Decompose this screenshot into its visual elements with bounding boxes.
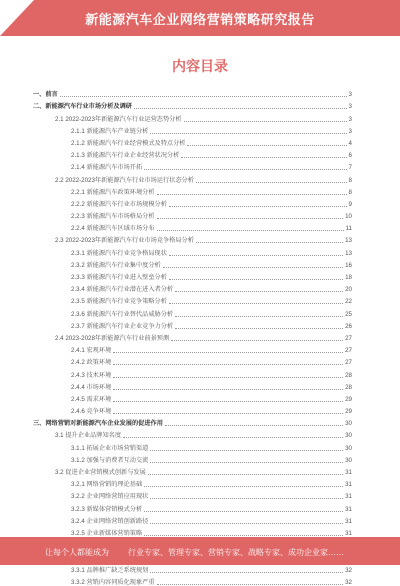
toc-entry-page: 32: [345, 566, 352, 574]
toc-entry[interactable]: [33, 232, 352, 244]
toc-entry-page: 30: [345, 432, 352, 440]
toc-leader-dots: [144, 535, 343, 536]
table-of-contents: [33, 86, 352, 586]
toc-entry-page: 8: [348, 176, 352, 184]
toc-leader-dots: [113, 352, 343, 353]
toc-entry-label: 2.3.4 新能源汽车行业潜在进入者分析: [71, 286, 174, 294]
toc-leader-dots: [175, 291, 343, 292]
toc-leader-dots: [175, 328, 343, 329]
toc-entry[interactable]: [33, 427, 352, 439]
toc-entry-page: 18: [345, 274, 352, 281]
toc-entry-page: 30: [345, 456, 352, 464]
toc-leader-dots: [175, 316, 343, 317]
toc-entry-label: 2.3.5 新能源汽车行业竞争策略分析: [71, 298, 167, 306]
toc-entry[interactable]: [33, 354, 352, 366]
toc-leader-dots: [123, 437, 343, 438]
toc-entry-label: 2.2.4 新能源汽车区域市场分布: [71, 225, 155, 233]
toc-entry-page: 31: [345, 529, 352, 537]
toc-leader-dots: [150, 133, 346, 134]
toc-leader-dots: [113, 413, 343, 414]
toc-leader-dots: [144, 511, 343, 512]
toc-entry-label: 2.3.2 新能源汽车行业集中度分析: [71, 261, 161, 269]
toc-entry-page: 28: [345, 383, 352, 391]
toc-entry-page: 27: [345, 347, 352, 355]
toc-entry[interactable]: [33, 220, 352, 232]
toc-entry[interactable]: [33, 86, 352, 98]
toc-leader-dots: [60, 96, 347, 97]
toc-entry-page: 3: [348, 91, 352, 99]
toc-entry-label: 2.1.3 新能源汽车行业企业经营状况分析: [71, 152, 180, 160]
toc-entry-label: 3.2 促进企业营销模式创新与发展: [55, 469, 146, 476]
toc-entry-label: 2.4.2 政策环境: [71, 359, 112, 367]
toc-entry-label: 2.4.4 市场环境: [71, 383, 112, 391]
toc-entry[interactable]: [33, 391, 352, 403]
toc-leader-dots: [113, 401, 343, 402]
toc-entry-page: 9: [348, 200, 352, 208]
toc-entry-page: 16: [345, 261, 352, 269]
toc-entry-page: 3: [348, 127, 352, 135]
toc-leader-dots: [163, 267, 343, 268]
toc-entry-page: 4: [348, 139, 352, 147]
header-banner: [0, 0, 400, 36]
toc-entry-page: 3: [348, 103, 352, 111]
toc-entry[interactable]: [33, 476, 352, 488]
toc-entry-label: 2.3.6 新能源汽车行业替代品威胁分析: [71, 310, 174, 318]
toc-entry-label: 一、前言: [33, 91, 58, 99]
toc-entry-label: 3.2.5 企业新媒体营销策略: [71, 529, 143, 537]
toc-entry-label: 2.4.1 宏观环境: [71, 347, 112, 355]
toc-entry-label: 2.2.2 新能源汽车行业市场规模分析: [71, 200, 167, 208]
report-title: 新能源汽车企业网络营销策略研究报告: [85, 12, 315, 27]
toc-entry-label: 2.3.3 新能源汽车行业进入壁垒分析: [71, 274, 167, 281]
toc-entry-page: 29: [345, 408, 352, 416]
toc-leader-dots: [150, 450, 343, 451]
toc-entry-page: 22: [345, 298, 352, 306]
toc-entry-page: 30: [345, 420, 352, 428]
toc-leader-dots: [171, 340, 343, 341]
toc-entry-page: 31: [345, 469, 352, 476]
toc-entry[interactable]: [33, 147, 352, 159]
toc-entry[interactable]: [33, 500, 352, 512]
toc-entry-label: 3.1.1 拓展企业市场营销渠道: [71, 444, 149, 452]
toc-leader-dots: [169, 303, 343, 304]
toc-entry-label: 2.3.7 新能源汽车行业企业竞争力分析: [71, 322, 174, 330]
toc-entry-page: 29: [345, 395, 352, 403]
toc-entry[interactable]: [33, 184, 352, 196]
toc-entry[interactable]: [33, 196, 352, 208]
toc-entry[interactable]: [33, 403, 352, 415]
toc-leader-dots: [157, 584, 344, 585]
toc-entry-page: 30: [345, 444, 352, 452]
toc-leader-dots: [150, 572, 343, 573]
toc-entry-page: 7: [348, 164, 352, 172]
toc-entry-page: 10: [345, 213, 352, 221]
toc-leader-dots: [144, 486, 343, 487]
toc-leader-dots: [196, 182, 347, 183]
toc-leader-dots: [157, 218, 344, 219]
toc-leader-dots: [157, 194, 347, 195]
toc-entry-page: 13: [345, 237, 352, 245]
toc-entry-page: 11: [345, 225, 352, 233]
toc-entry[interactable]: [33, 488, 352, 500]
toc-entry[interactable]: [33, 281, 352, 293]
toc-leader-dots: [134, 108, 347, 109]
toc-entry-label: 二、新能源汽车行业市场分析及调研: [33, 103, 132, 111]
toc-entry-page: 32: [345, 578, 352, 586]
toc-entry-page: 6: [348, 152, 352, 160]
toc-entry-label: 2.4.3 技术环境: [71, 371, 112, 379]
toc-entry-label: 2.4.6 竞争环境: [71, 408, 112, 416]
toc-entry[interactable]: [33, 123, 352, 135]
toc-entry[interactable]: [33, 135, 352, 147]
toc-entry[interactable]: [33, 293, 352, 305]
toc-entry-label: 2.1.2 新能源汽车行业经营模式及特点分析: [71, 139, 186, 147]
toc-entry[interactable]: [33, 257, 352, 269]
toc-leader-dots: [144, 169, 346, 170]
toc-entry-label: 2.4 2023-2028年新能源汽车行业前景预测: [55, 334, 170, 342]
toc-entry-page: 8: [348, 188, 352, 196]
toc-entry-page: 20: [345, 286, 352, 294]
toc-entry-label: 2.2.1 新能源汽车政策环境分析: [71, 188, 155, 196]
toc-entry[interactable]: [33, 98, 352, 110]
toc-entry[interactable]: [33, 330, 352, 342]
toc-entry-label: 3.2.2 企业网络营销应用现状: [71, 493, 149, 501]
toc-entry-label: 2.1.1 新能源汽车产业链分析: [71, 127, 149, 135]
toc-entry[interactable]: [33, 244, 352, 256]
toc-entry-page: 31: [345, 493, 352, 501]
toc-heading: 内容目录: [172, 58, 228, 74]
footer-slogan-left: 让每个人都能成为: [45, 548, 109, 557]
toc-leader-dots: [196, 242, 343, 243]
toc-entry-label: 三、网络营销对新能源汽车企业发展的促进作用: [33, 420, 163, 428]
toc-entry[interactable]: [33, 464, 352, 476]
toc-leader-dots: [150, 523, 343, 524]
toc-entry-label: 2.2 2022-2023年新能源汽车行业市场运行状态分析: [55, 176, 194, 184]
toc-entry-label: 2.3 2022-2023年新能源汽车行业市场竞争格局分析: [55, 237, 194, 245]
toc-entry[interactable]: [33, 415, 352, 427]
toc-leader-dots: [169, 206, 347, 207]
toc-entry-label: 3.3.2 营销内容同质化现象严重: [71, 578, 155, 586]
toc-leader-dots: [187, 145, 346, 146]
toc-entry[interactable]: [33, 452, 352, 464]
toc-entry[interactable]: [33, 525, 352, 537]
toc-entry-label: 3.1 提升企业品牌知名度: [55, 432, 122, 440]
toc-leader-dots: [150, 498, 343, 499]
toc-leader-dots: [113, 377, 343, 378]
toc-entry[interactable]: [33, 110, 352, 122]
toc-entry-page: 13: [345, 249, 352, 257]
toc-leader-dots: [148, 474, 343, 475]
toc-entry-label: 2.1.4 新能源汽车市场开拓: [71, 164, 143, 172]
toc-leader-dots: [169, 279, 343, 280]
toc-leader-dots: [184, 121, 347, 122]
toc-entry[interactable]: [33, 342, 352, 354]
toc-entry[interactable]: [33, 439, 352, 451]
toc-entry-label: 2.3.1 新能源汽车行业竞争格局现状: [71, 249, 167, 257]
toc-entry-label: 2.2.3 新能源汽车市场格局分析: [71, 213, 155, 221]
toc-entry[interactable]: [33, 366, 352, 378]
toc-entry-page: 26: [345, 322, 352, 330]
toc-entry-label: 3.3.1 品牌推广缺乏系统规划: [71, 566, 149, 574]
toc-entry-page: 31: [345, 505, 352, 513]
toc-leader-dots: [113, 389, 343, 390]
toc-entry-label: 3.1.2 加强与消费者互动交流: [71, 456, 149, 464]
toc-leader-dots: [181, 157, 346, 158]
toc-leader-dots: [113, 364, 343, 365]
toc-entry-label: 3.2.1 网络营销的理论基础: [71, 481, 143, 489]
toc-entry-page: 27: [345, 334, 352, 342]
toc-entry[interactable]: [33, 171, 352, 183]
toc-entry[interactable]: [33, 269, 352, 281]
toc-entry-label: 2.4.5 需求环境: [71, 395, 112, 403]
toc-entry-page: 28: [345, 371, 352, 379]
toc-entry[interactable]: [33, 318, 352, 330]
toc-entry-page: 31: [345, 481, 352, 489]
footer-banner: [0, 537, 400, 565]
toc-entry[interactable]: [33, 159, 352, 171]
footer-slogan-right: 行业专家、管理专家、营销专家、战略专家、成功企业家……: [128, 548, 344, 557]
toc-leader-dots: [169, 255, 343, 256]
toc-entry[interactable]: [33, 305, 352, 317]
toc-leader-dots: [165, 425, 343, 426]
toc-entry-page: 27: [345, 359, 352, 367]
toc-entry[interactable]: [33, 208, 352, 220]
toc-entry-label: 3.2.3 新媒体营销模式分析: [71, 505, 143, 513]
toc-entry[interactable]: [33, 574, 352, 586]
toc-entry[interactable]: [33, 379, 352, 391]
toc-entry-label: 3.2.4 企业网络营销创新路径: [71, 517, 149, 525]
toc-entry-page: 31: [345, 517, 352, 525]
toc-entry-label: 2.1 2022-2023年新能源汽车行业运营态势分析: [55, 115, 182, 123]
toc-leader-dots: [150, 462, 343, 463]
toc-entry[interactable]: [33, 513, 352, 525]
toc-entry-page: 3: [348, 115, 352, 123]
toc-entry-page: 25: [345, 310, 352, 318]
toc-leader-dots: [157, 230, 344, 231]
